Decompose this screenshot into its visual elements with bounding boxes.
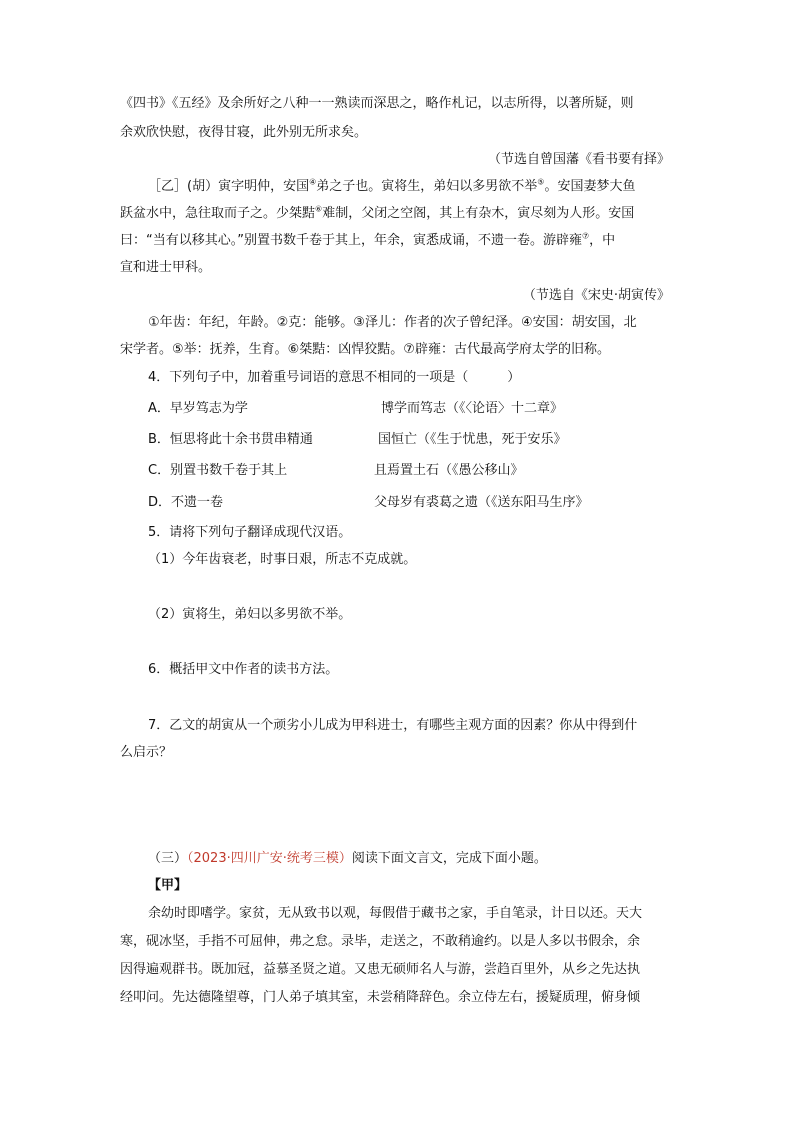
section-3-text-line: 经叩问。先达德隆望尊，门人弟子填其室，未尝稍降辞色。余立侍左右，援疑质理，俯身倾 [120,990,641,1005]
question-4-stem: 4．下列句子中，加着重号词语的意思不相同的一项是（ ） [148,370,521,385]
question-7-line: 7．乙文的胡寅从一个顽劣小儿成为甲科进士，有哪些主观方面的因素？你从中得到什 [148,718,638,733]
question-7-line: 么启示？ [120,745,173,760]
q4-option-b-right: 国恒亡（《生于忧患，死于安乐》 [378,432,567,447]
section-3-label: 【甲】 [148,878,188,893]
section-3-heading: （三）（2023·四川广安·统考三模）阅读下面文言文，完成下面小题。 [148,851,547,866]
passage-a-line: 《四书》《五经》及余所好之八种一一熟读而深思之，略作札记，以志所得，以著所疑，则 [120,96,634,111]
notes-line: 宋学者。⑤举：抚养，生育。⑥桀黠：凶悍狡黠。⑦辟雍：古代最高学府太学的旧称。 [120,342,610,357]
q4-option-c-right: 且焉置土石（《愚公移山》 [374,463,524,478]
passage-b-line: 曰：“当有以移其心。”别置书数千卷于其上，年余，寅悉成诵，不遗一卷。游辟雍⑦，中 [120,231,616,248]
section-3-text-line: 寒，砚冰坚，手指不可屈伸，弗之怠。录毕，走送之，不敢稍逾约。以是人多以书假余，余 [120,934,641,949]
q4-option-c-left: C．别置书数千卷于其上 [148,463,288,478]
section-3-text-line: 因得遍观群书。既加冠，益慕圣贤之道。又患无硕师名人与游，尝趋百里外，从乡之先达执 [120,962,641,977]
question-5-item: （2）寅将生，弟妇以多男欲不举。 [148,607,352,622]
notes-line: ①年齿：年纪，年龄。②克：能够。③泽儿：作者的次子曾纪泽。④安国：胡安国，北 [148,315,637,330]
section-3-source-tag: （2023·四川广安·统考三模） [187,851,352,866]
section-3-text-line: 余幼时即嗜学。家贫，无从致书以观，每假借于藏书之家，手自笔录，计日以还。天大 [148,906,643,921]
q4-option-d-right: 父母岁有裘葛之遗（《送东阳马生序》 [374,495,589,510]
q4-option-a-right: 博学而笃志（《〈论语〉十二章》 [381,401,564,416]
passage-b-line: 跃盆水中，急往取而子之。少桀黠⑥难制，父闭之空阁，其上有杂木，寅尽刻为人形。安国 [120,204,635,221]
passage-b-line: ［乙］(胡）寅字明仲，安国④弟之子也。寅将生，弟妇以多男欲不举⑤。安国妻梦大鱼 [148,177,636,194]
q4-option-a-left: A．早岁笃志为学 [148,401,248,416]
q4-option-d-left: D．不遗一卷 [148,495,224,510]
passage-b-line: 宣和进士甲科。 [120,260,212,275]
passage-a-line: 余欢欣快慰，夜得甘寝，此外别无所求矣。 [120,125,368,140]
q4-option-b-left: B．恒思将此十余书贯串精通 [148,432,313,447]
passage-a-source: （节选自曾国藩《看书要有择》 [487,152,670,167]
question-5-stem: 5．请将下列句子翻译成现代汉语。 [148,525,352,540]
passage-b-source: （节选自《宋史·胡寅传》 [522,288,670,303]
question-6-stem: 6．概括甲文中作者的读书方法。 [148,662,339,677]
question-5-item: （1）今年齿衰老，时事日艰，所志不克成就。 [148,552,417,567]
